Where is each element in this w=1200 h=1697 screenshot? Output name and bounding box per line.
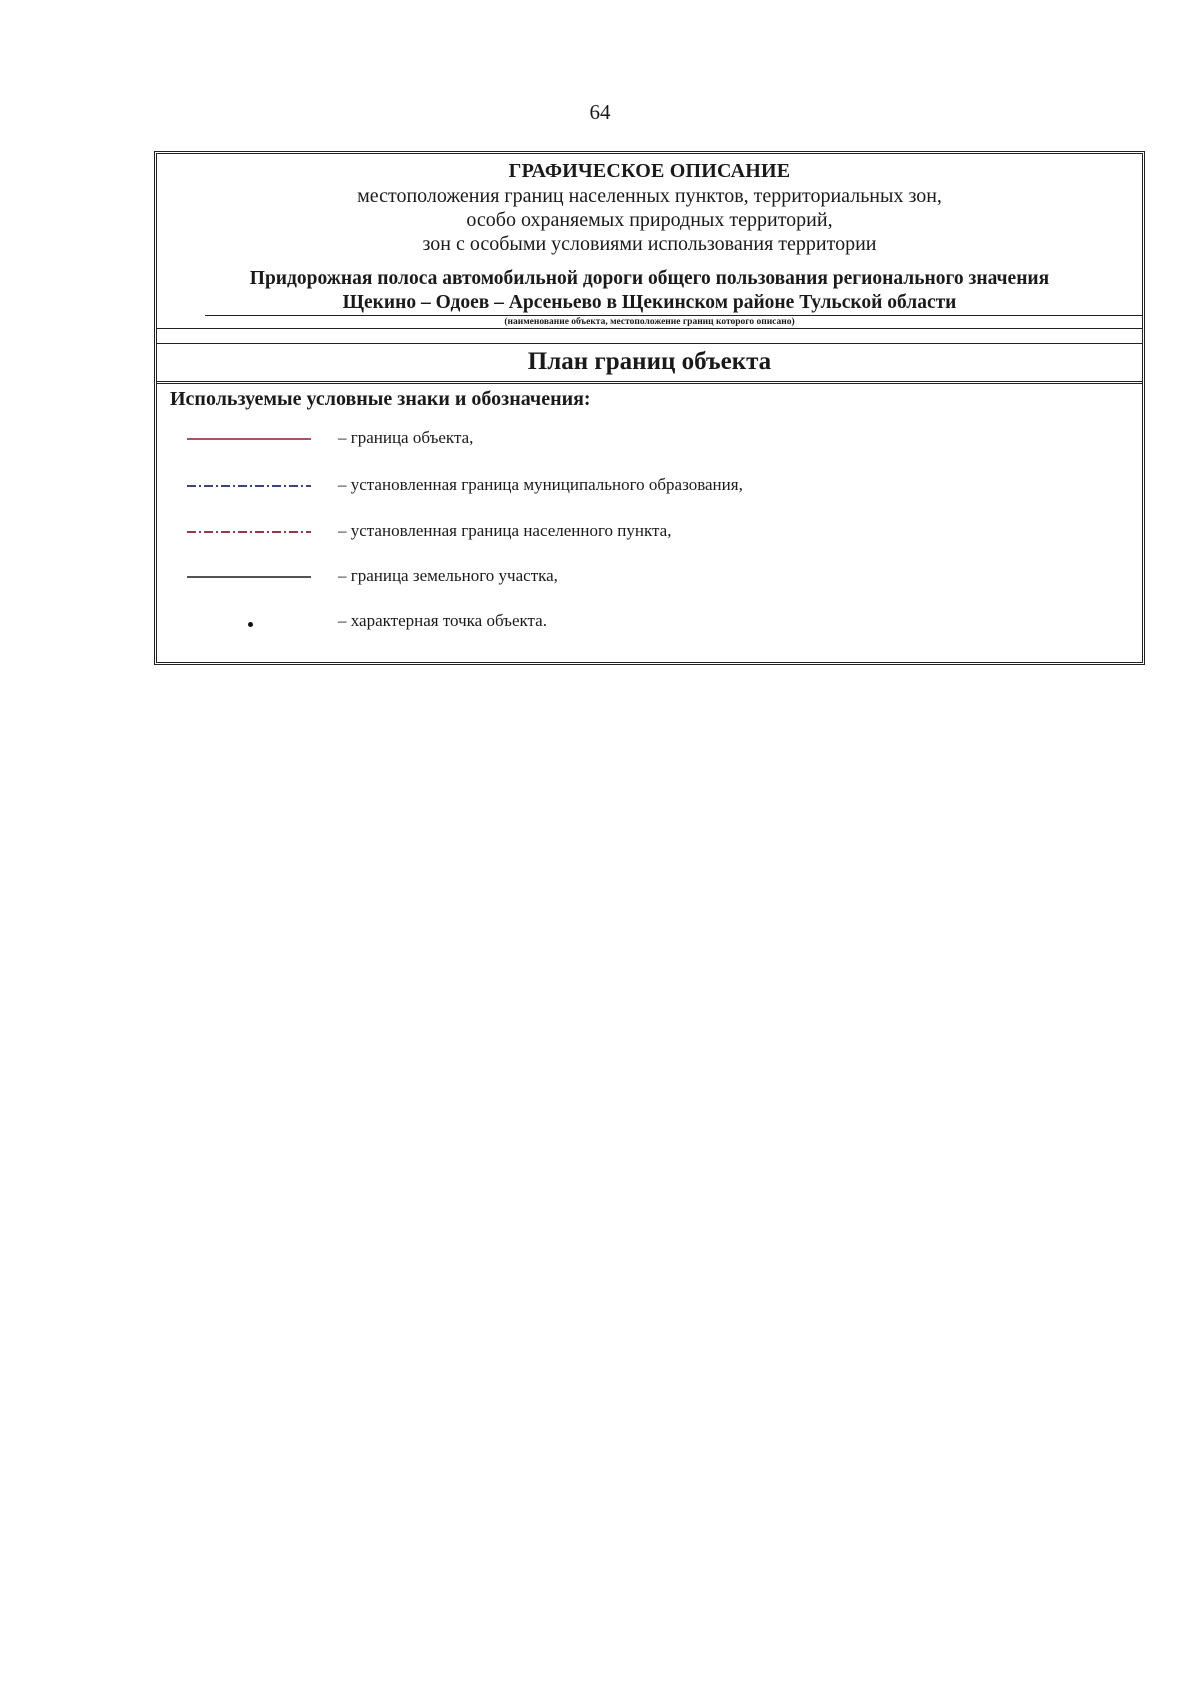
legend-title: Используемые условные знаки и обозначения: [170, 388, 591, 410]
document-frame [154, 151, 1145, 665]
legend-item-characteristic-point [157, 608, 1142, 638]
legend-item-label: – установленная граница муниципального образования, [338, 475, 743, 494]
object-caption: (наименование объекта, местоположение границ которого описано) [504, 317, 795, 327]
solid-line-symbol [187, 437, 311, 441]
object-name-underline [205, 315, 1142, 316]
document-title: ГРАФИЧЕСКОЕ ОПИСАНИЕ [508, 160, 791, 182]
object-name-line-1: Придорожная полоса автомобильной дороги общего пользования регионального значения [249, 268, 1050, 289]
legend-item-label: – характерная точка объекта. [338, 611, 547, 630]
legend-item-settlement-boundary [157, 518, 1142, 548]
legend-item-land-plot-boundary [157, 563, 1142, 593]
divider-rule [157, 343, 1142, 344]
subtitle-line-3: зон с особыми условиями использования территории [422, 233, 877, 255]
plan-heading: План границ объекта [527, 348, 772, 375]
page-number: 64 [589, 100, 611, 124]
dash-dot-line-symbol [187, 484, 311, 488]
legend-item-label: – граница объекта, [338, 428, 474, 447]
legend-item-label: – установленная граница населенного пункта, [338, 521, 672, 540]
legend-item-municipal-boundary [157, 472, 1142, 502]
legend-item-label: – граница земельного участка, [338, 566, 558, 585]
solid-line-symbol [187, 575, 311, 579]
divider-double-rule [157, 381, 1142, 384]
subtitle-line-2: особо охраняемых природных территорий, [466, 209, 833, 231]
object-name-line-2: Щекино – Одоев – Арсеньево в Щекинском районе Тульской области [342, 292, 957, 313]
point-symbol-icon [248, 622, 253, 627]
dash-dot-line-symbol [187, 530, 311, 534]
divider-rule [157, 328, 1142, 329]
subtitle-line-1: местоположения границ населенных пунктов, территориальных зон, [357, 185, 942, 207]
legend-item-object-boundary [157, 425, 1142, 455]
header-block [157, 154, 1142, 317]
